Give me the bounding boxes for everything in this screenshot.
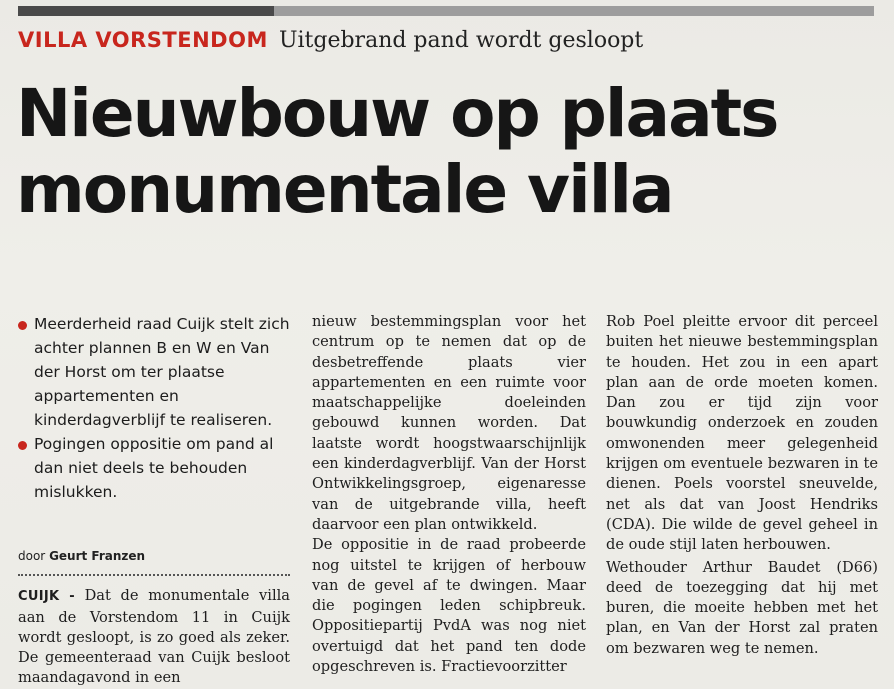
- summary-item-text: Meerderheid raad Cuijk stelt zich achter plannen B en W en Van der Horst om ter plaatse appartementen en kinderdagverblijf te realiseren.: [34, 315, 290, 429]
- section-rule-dark: [18, 6, 274, 16]
- byline-prefix: door: [18, 549, 46, 563]
- bullet-dot-icon: [18, 441, 27, 450]
- byline: [18, 546, 290, 566]
- column-3: [606, 312, 878, 659]
- article-paragraph: Rob Poel pleitte ervoor dit perceel buiten het nieuwe bestemmingsplan te houden. Het zou in een apart plan aan de orde moeten komen. Dan zou er tijd zijn voor bouwkundig onderzoek en zouden omwonenden meer gelegenheid krijgen om eventuele bezwaren in te dienen. Poels voorstel sneuvelde, net als dat van Joost Hendriks (CDA). Die wilde de gevel geheel in de oude stijl laten herbouwen.: [606, 313, 878, 554]
- headline: [16, 76, 876, 228]
- summary-list: [18, 312, 290, 504]
- kicker-subtitle: Uitgebrand pand wordt gesloopt: [278, 28, 644, 53]
- article-paragraph: Wethouder Arthur Baudet (D66) deed de toezegging dat hij met buren, die moeite hebben met het plan, en Van der Horst zal praten om bezwaren weg te nemen.: [606, 558, 878, 657]
- summary-item: [18, 312, 290, 432]
- headline-line-1: Nieuwbouw op plaats: [16, 75, 778, 152]
- article-opening: [18, 586, 290, 688]
- column-2: [312, 312, 586, 677]
- article-paragraph: De oppositie in de raad probeerde nog uitstel te krijgen of herbouw van de gevel af te dwingen. Maar die pogingen leden schipbreuk. Oppositiepartij PvdA was nog niet overtuigd dat het pand ten dode opgeschreven is. Fractievoorzitter: [312, 536, 586, 676]
- bullet-dot-icon: [18, 321, 27, 330]
- summary-item: [18, 432, 290, 504]
- article-text-col1: Dat de monumentale villa aan de Vorstendom 11 in Cuijk wordt gesloopt, is zo goed als zeker. De gemeenteraad van Cuijk besloot maandagavond in een: [18, 587, 290, 687]
- section-rule-light: [274, 6, 874, 16]
- article-paragraph: nieuw bestemmingsplan voor het centrum op te nemen dat op de desbetreffende plaats vier appartementen en een ruimte voor maatschappelijke doeleinden gebouwd kunnen worden. Dat laatste wordt hoogstwaarschijnlijk een kinderdagverblijf. Van der Horst Ontwikkelingsgroep, eigenaresse van de uitgebrande villa, heeft daarvoor een plan ontwikkeld.: [312, 313, 586, 533]
- kicker-label: VILLA VORSTENDOM: [18, 28, 268, 52]
- byline-author: Geurt Franzen: [49, 549, 146, 563]
- headline-line-2: monumentale villa: [16, 151, 673, 228]
- column-1: [18, 312, 290, 689]
- summary-item-text: Pogingen oppositie om pand al dan niet deels te behouden mislukken.: [34, 435, 274, 501]
- dateline: CUIJK -: [18, 589, 75, 605]
- dotted-divider: [18, 574, 290, 576]
- kicker: [18, 24, 878, 56]
